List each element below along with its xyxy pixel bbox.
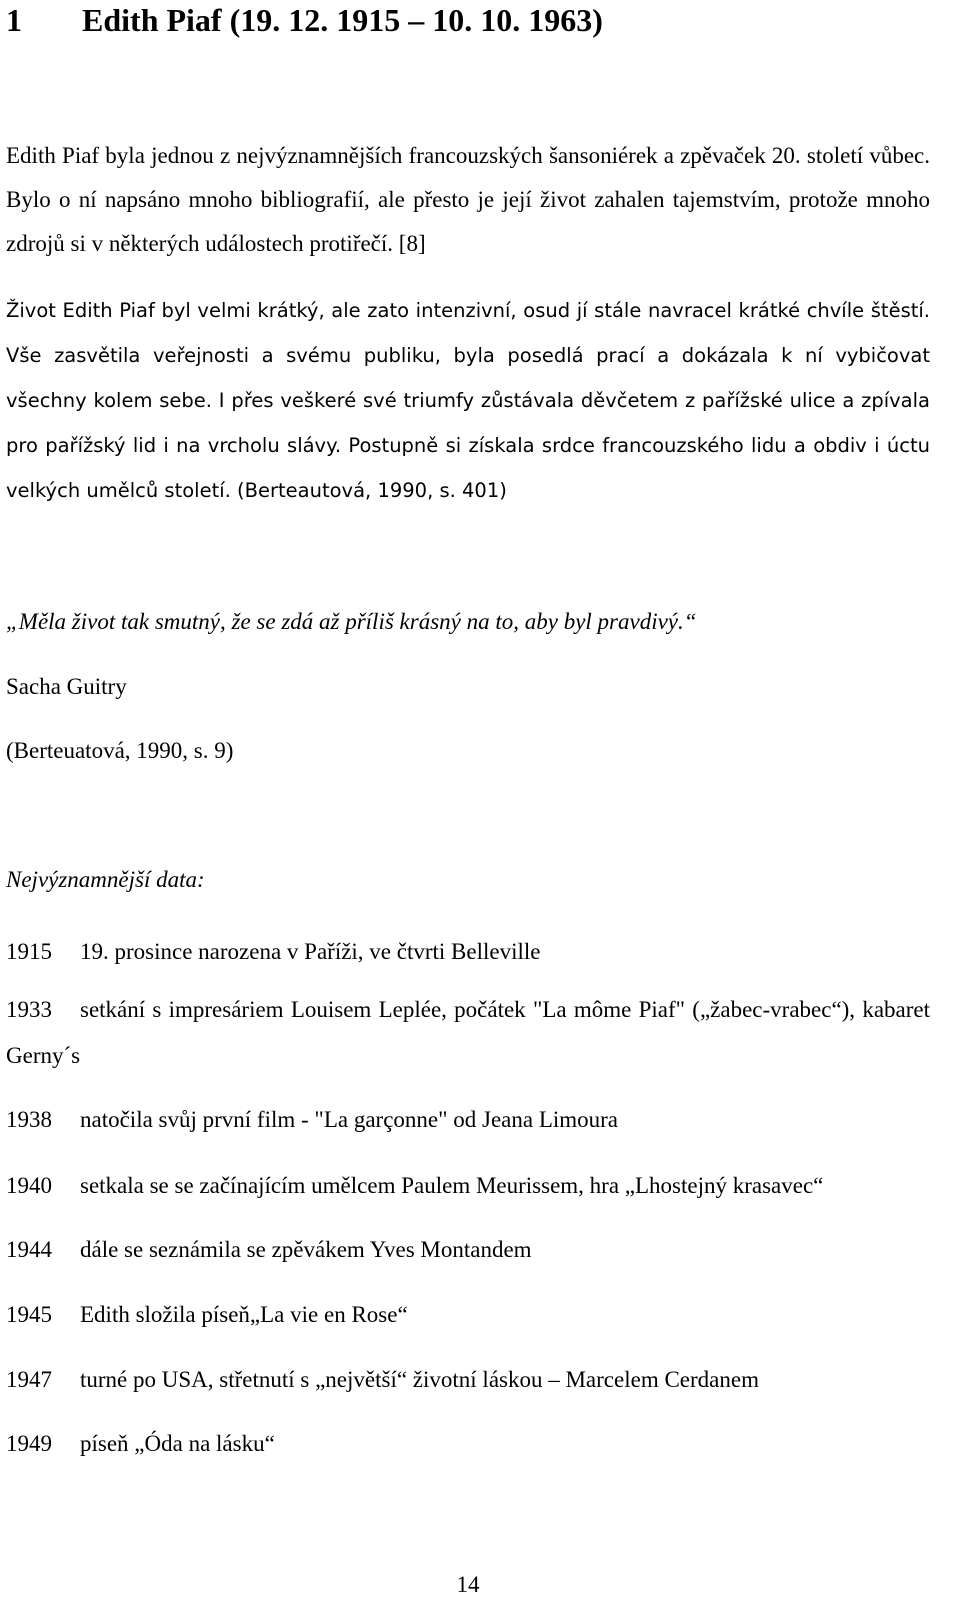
- quote-source: (Berteuatová, 1990, s. 9): [6, 738, 234, 763]
- timeline-year: 1945: [6, 1302, 52, 1327]
- chapter-number: 1: [6, 2, 22, 38]
- timeline-item: [6, 1357, 930, 1403]
- quote-author: Sacha Guitry: [6, 674, 127, 699]
- timeline-text: dále se seznámila se zpěvákem Yves Montandem: [80, 1237, 532, 1262]
- timeline-item: [6, 929, 930, 975]
- timeline-year: 1947: [6, 1367, 52, 1392]
- timeline-text: 19. prosince narozena v Paříži, ve čtvrti Belleville: [80, 939, 541, 964]
- timeline-item: [6, 1163, 930, 1209]
- timeline-text: Edith složila píseň„La vie en Rose“: [80, 1302, 408, 1327]
- intro-paragraph-1: Edith Piaf byla jednou z nejvýznamnějších francouzských šansoniérek a zpěvaček 20. století vůbec. Bylo o ní napsáno mnoho bibliografií, ale přesto je její život zahalen tajemstvím, protože mnoho zdrojů si v některých událostech protiřečí. [8]: [6, 143, 930, 256]
- timeline-item: [6, 1097, 930, 1143]
- timeline-year: 1915: [6, 939, 52, 964]
- page-number: 14: [456, 1572, 480, 1597]
- timeline-text: setkání s impresáriem Louisem Leplée, počátek "La môme Piaf" („žabec-vrabec“), kabaret Gerny´s: [6, 997, 930, 1068]
- timeline-text: natočila svůj první film - "La garçonne" od Jeana Limoura: [80, 1107, 619, 1132]
- timeline-year: 1940: [6, 1173, 52, 1198]
- timeline-item: [6, 1421, 930, 1467]
- chapter-title: Edith Piaf (19. 12. 1915 – 10. 10. 1963): [82, 2, 603, 38]
- timeline-item: [6, 1292, 930, 1338]
- timeline-heading: Nejvýznamnější data:: [6, 867, 205, 892]
- chapter-heading: [6, 0, 603, 40]
- quote-text: „Měla život tak smutný, že se zdá až příliš krásný na to, aby byl pravdivý.“: [6, 609, 697, 634]
- timeline-text: píseň „Óda na lásku“: [80, 1431, 275, 1456]
- timeline-year: 1944: [6, 1237, 52, 1262]
- timeline-year: 1933: [6, 997, 52, 1022]
- timeline-text: setkala se se začínajícím umělcem Paulem Meurissem, hra „Lhostejný krasavec“: [80, 1173, 824, 1198]
- timeline-text: turné po USA, střetnutí s „největší“ životní láskou – Marcelem Cerdanem: [80, 1367, 759, 1392]
- intro-paragraph-2: Život Edith Piaf byl velmi krátký, ale zato intenzivní, osud jí stále navracel krátké chvíle štěstí. Vše zasvětila veřejnosti a svému publiku, byla posedlá prací a dokázala k ní vybičovat všechny kolem sebe. I přes veškeré své triumfy zůstávala děvčetem z pařížské ulice a zpívala pro pařížský lid i na vrcholu slávy. Postupně si získala srdce francouzského lidu a obdiv i úctu velkých umělců století. (Berteautová, 1990, s. 401): [6, 299, 930, 502]
- timeline-item: [6, 987, 930, 1079]
- timeline-year: 1938: [6, 1107, 52, 1132]
- timeline-year: 1949: [6, 1431, 52, 1456]
- timeline-item: [6, 1227, 930, 1273]
